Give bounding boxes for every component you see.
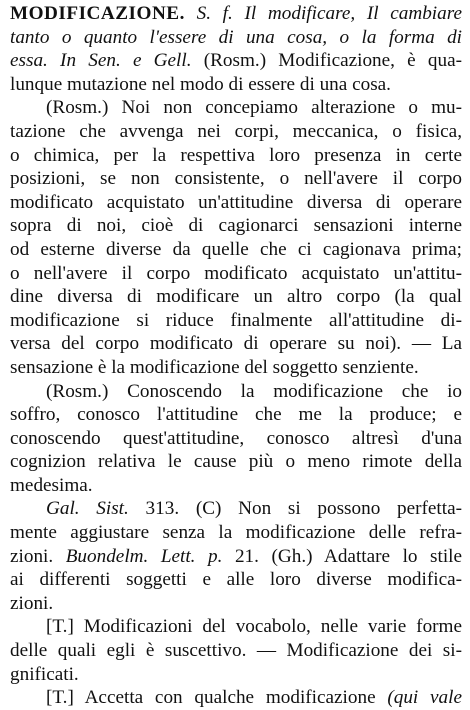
entry-line-9 — [10, 191, 462, 215]
entry-line-5 — [10, 96, 462, 120]
body-text: o chimica, per la respettiva loro presenza in certe — [10, 144, 462, 166]
entry-line-28 — [10, 639, 462, 663]
body-text: ai differenti soggetti e alle loro diverse modifica- — [10, 569, 462, 591]
body-text: gnificati. — [10, 663, 79, 685]
entry-line-1 — [10, 2, 462, 26]
entry-line-11 — [10, 238, 462, 262]
entry-line-29 — [10, 663, 462, 687]
body-text: modificato acquistato un'attitudine diversa di operare — [10, 191, 462, 213]
entry-line-12 — [10, 262, 462, 286]
entry-line-16 — [10, 356, 462, 380]
body-text: [T.] Modificazioni del vocabolo, nelle varie forme — [46, 616, 462, 638]
entry-line-17 — [10, 380, 462, 404]
entry-line-10 — [10, 214, 462, 238]
entry-line-26 — [10, 592, 462, 616]
body-text: o nell'avere il corpo modificato acquistato un'attitu- — [10, 262, 462, 284]
body-text: tazione che avvenga nei corpi, meccanica, o fisica, — [10, 120, 462, 142]
body-text: modificazione si riduce finalmente all'attitudine di- — [10, 309, 462, 331]
entry-line-7 — [10, 144, 462, 168]
entry-line-8 — [10, 167, 462, 191]
body-text: delle quali egli è suscettivo. — Modificazione dei si- — [10, 640, 462, 662]
entry-line-14 — [10, 309, 462, 333]
entry-line-23 — [10, 521, 462, 545]
citation-source: Buondelm. Lett. p. — [65, 545, 223, 567]
definition-text: tanto o quanto l'essere di una cosa, o la forma di — [10, 26, 462, 48]
body-text: 21. (Gh.) Adattare lo stile — [222, 545, 462, 567]
headword: MODIFICAZIONE. — [10, 3, 185, 24]
citation-source: Gal. Sist. — [46, 498, 129, 520]
entry-line-21 — [10, 474, 462, 498]
body-text: 313. (C) Non si possono perfetta- — [128, 498, 462, 520]
body-text: (qui vale — [387, 687, 462, 709]
body-text: versa del corpo modificato di operare su noi). — La — [10, 333, 462, 355]
body-text: zioni. — [10, 592, 54, 614]
entry-line-19 — [10, 427, 462, 451]
body-text: posizioni, se non consistente, o nell'avere il corpo — [10, 168, 462, 190]
entry-line-13 — [10, 285, 462, 309]
body-text: soffro, conosco l'attitudine che me la produce; e — [10, 404, 462, 426]
entry-line-4 — [10, 73, 462, 97]
body-text: cognizion relativa le cause più o meno rimote della — [10, 451, 462, 473]
body-text: (Rosm.) Modificazione, è qua- — [191, 50, 462, 72]
body-text: conoscendo quest'attitudine, conosco altresì d'una — [10, 427, 462, 449]
entry-line-30 — [10, 686, 462, 710]
citation-source: essa. In Sen. e Gell. — [10, 50, 192, 72]
body-text: mente aggiustare senza la modificazione delle refra- — [10, 522, 462, 544]
entry-line-15 — [10, 332, 462, 356]
entry-line-24 — [10, 545, 462, 569]
body-text: dine diversa di modificare un altro corpo (la qual — [10, 286, 462, 308]
entry-line-6 — [10, 120, 462, 144]
body-text: [T.] Accetta con qualche modificazione — [46, 687, 388, 709]
entry-line-20 — [10, 450, 462, 474]
body-text: zioni. — [10, 545, 66, 567]
body-text: od esterne diverse da quelle che ci cagionava prima; — [10, 238, 462, 260]
body-text: sopra di noi, cioè di cagionarci sensazioni interne — [10, 215, 462, 237]
entry-line-3 — [10, 49, 462, 73]
entry-line-25 — [10, 568, 462, 592]
body-text: medesima. — [10, 474, 93, 496]
body-text: lunque mutazione nel modo di essere di una cosa. — [10, 73, 391, 95]
definition-text: S. f. Il modificare, Il cambiare — [184, 3, 462, 24]
body-text: sensazione è la modificazione del soggetto senziente. — [10, 356, 419, 378]
body-text: (Rosm.) Conoscendo la modificazione che io — [46, 380, 462, 402]
body-text: (Rosm.) Noi non concepiamo alterazione o mu- — [46, 97, 462, 119]
entry-line-27 — [10, 615, 462, 639]
entry-line-2 — [10, 26, 462, 50]
entry-line-22 — [10, 497, 462, 521]
entry-line-18 — [10, 403, 462, 427]
